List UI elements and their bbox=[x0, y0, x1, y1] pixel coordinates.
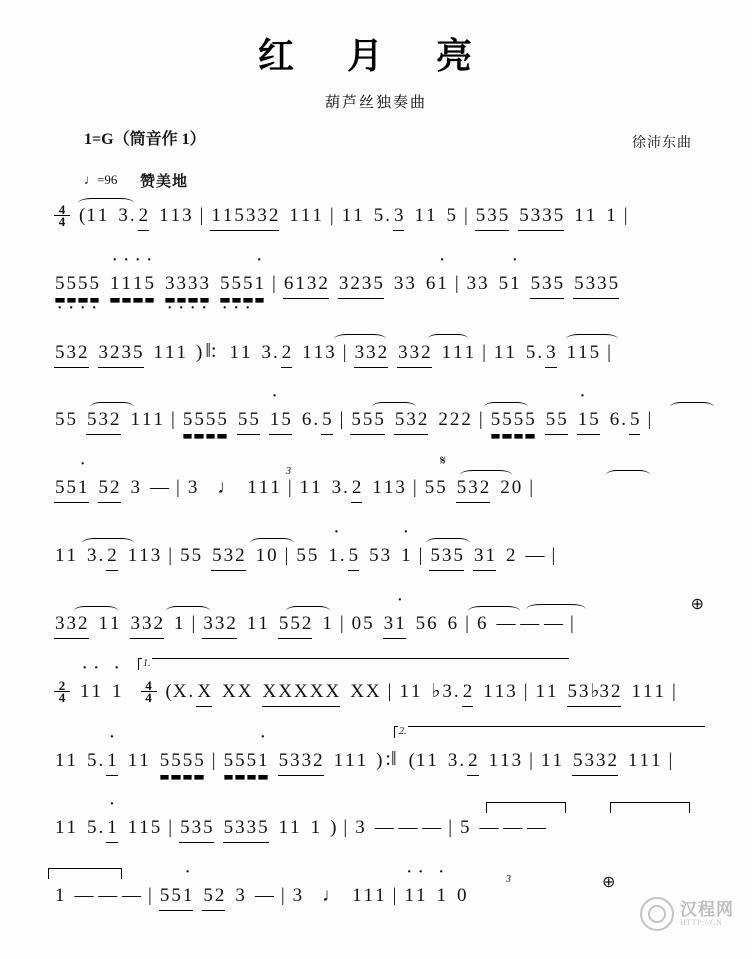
staff-system-11 bbox=[54, 876, 698, 944]
slur bbox=[460, 470, 512, 480]
volta-bracket-2: 2. bbox=[394, 726, 705, 738]
watermark bbox=[640, 897, 734, 931]
tie-bracket bbox=[48, 868, 122, 879]
notation-line-11: 1 — — — | 5 5 · 1 5 2 3 — | 3 ♩ 1 1 1 | · 1 · 1 · 1 0 bbox=[54, 882, 467, 911]
notation-line-7: 3 3 2 1 1 3 3 2 1 | 3 3 2 1 1 5 5 2 1 | 0 5 3 · 1 5 6 6 | 6 — — — | bbox=[54, 610, 581, 639]
key-signature: 1=G（筒音作 1） bbox=[84, 131, 206, 148]
tempo-marking: ♩=96 bbox=[84, 172, 118, 187]
composer-credit: 徐沛东曲 bbox=[632, 136, 692, 151]
notation-line-3: 5 3 2 3 2 3 5 1 1 1 ) ‖: 1 1 3. 2 1 1 3 | 3 3 2 3 3 2 1 1 1 | 1 1 5. 3 1 1 5 | bbox=[54, 338, 618, 368]
slur bbox=[566, 334, 618, 344]
watermark-url: HTTP://CN bbox=[680, 917, 723, 927]
slur bbox=[428, 334, 468, 344]
repeat-end: :‖ bbox=[385, 748, 397, 770]
slur bbox=[78, 198, 134, 208]
tie-bracket bbox=[610, 802, 690, 813]
watermark-name: 汉程网 bbox=[680, 899, 734, 919]
repeat-start: ‖: bbox=[205, 340, 217, 362]
slur bbox=[606, 470, 650, 480]
notation-line-2: 5 · 5 · 5 · 5 · · 1 · 1 · 1 · 5 3 · 3 · 3 · 3 · 5 · 5 · 5 · · 1 | 6 1 3 2 3 2 3 5 3 3 6 · 1 | 3 3 5 · 1 5 3 5 5 3 3 5 bbox=[54, 270, 619, 299]
notation-line-1: $\frac{4}{4}$ (1 1 3. 2 1 1 3 | 1 1 5 3 3 2 1 1 1 | 1 1 5. 3 1 1 5 | 5 3 5 5 3 3 5 1 1 1 | bbox=[54, 202, 635, 231]
staff-system-5 bbox=[54, 454, 698, 536]
notation-line-6: 1 1 3. 2 1 1 3 | 5 5 5 3 2 1 0 | 5 5 · 1. 5 5 3 · 1 | 5 3 5 3 1 2 — | bbox=[54, 542, 562, 571]
coda-sign: ⊕ bbox=[602, 874, 616, 891]
slur bbox=[484, 402, 528, 412]
staff-system-9 bbox=[54, 726, 698, 808]
slur bbox=[286, 606, 330, 616]
slur bbox=[82, 538, 134, 548]
slur bbox=[670, 402, 714, 412]
segno-sign: 𝄋 bbox=[440, 454, 447, 469]
watermark-logo-icon bbox=[640, 897, 674, 931]
staff-system-10 bbox=[54, 808, 698, 876]
slur bbox=[74, 606, 118, 616]
slur bbox=[334, 334, 386, 344]
time-signature-alt: $\frac{2}{4}$ bbox=[54, 680, 70, 703]
staff-system-2 bbox=[54, 264, 698, 332]
triplet-marking: 3 bbox=[506, 874, 511, 885]
slur bbox=[166, 606, 210, 616]
notation-line-10: 1 1 5. · 1 1 1 5 | 5 3 5 5 3 3 5 1 1 1 ) | 3 — — — | 5 — — — bbox=[54, 814, 546, 843]
subtitle: 葫芦丝独奏曲 bbox=[324, 95, 427, 111]
slur bbox=[526, 604, 586, 614]
notation-line-9: 1 1 5. · 1 1 1 5 5 5 5 | 5 5 5 · 1 5 3 3 2 1 1 1 ) :‖ (1 1 3. 2 1 1 3 | 1 1 5 3 3 2 1 1 1 | bbox=[54, 746, 679, 776]
notation-line-8: $\frac{2}{4}$ · 1 · 1 · 1 $\frac{4}{4}$ (X. X X X X X X X X X X | 1 1 ♭3. 2 1 1 3 | 1 1 5 3 ♭3 2 1 1 1 | bbox=[54, 678, 683, 707]
slur bbox=[372, 402, 416, 412]
time-signature: $\frac{4}{4}$ bbox=[54, 204, 70, 227]
staff-system-6 bbox=[54, 536, 698, 604]
triplet-marking: 3 bbox=[286, 466, 291, 477]
staff-system-3 bbox=[54, 332, 698, 400]
expression-marking: 赞美地 bbox=[140, 174, 189, 190]
volta-bracket-1: 1. bbox=[138, 658, 569, 670]
slur bbox=[426, 538, 470, 548]
notation-line-4: 5 5 5 3 2 1 1 1 | 5 5 5 5 5 5 · 1 5 6. 5 | 5 5 5 5 3 2 2 2 2 | 5 5 5 5 5 5 · 1 5 6. 5 | bbox=[54, 406, 658, 435]
tie-bracket bbox=[486, 802, 566, 813]
time-signature: $\frac{4}{4}$ bbox=[141, 680, 157, 703]
slur bbox=[250, 538, 294, 548]
notation-line-5: 5 5 · 1 5 2 3 — | 3 ♩ 1 1 1 | 1 1 3. 2 1 1 3 | 5 5 5 3 2 2 0 | bbox=[54, 474, 540, 503]
page-title: 红 月 亮 bbox=[257, 36, 494, 76]
meta-row bbox=[0, 126, 752, 156]
coda-sign: ⊕ bbox=[690, 596, 704, 613]
slur bbox=[90, 402, 134, 412]
staff-system-4 bbox=[54, 400, 698, 468]
slur bbox=[468, 606, 520, 616]
tempo-row bbox=[0, 172, 752, 196]
